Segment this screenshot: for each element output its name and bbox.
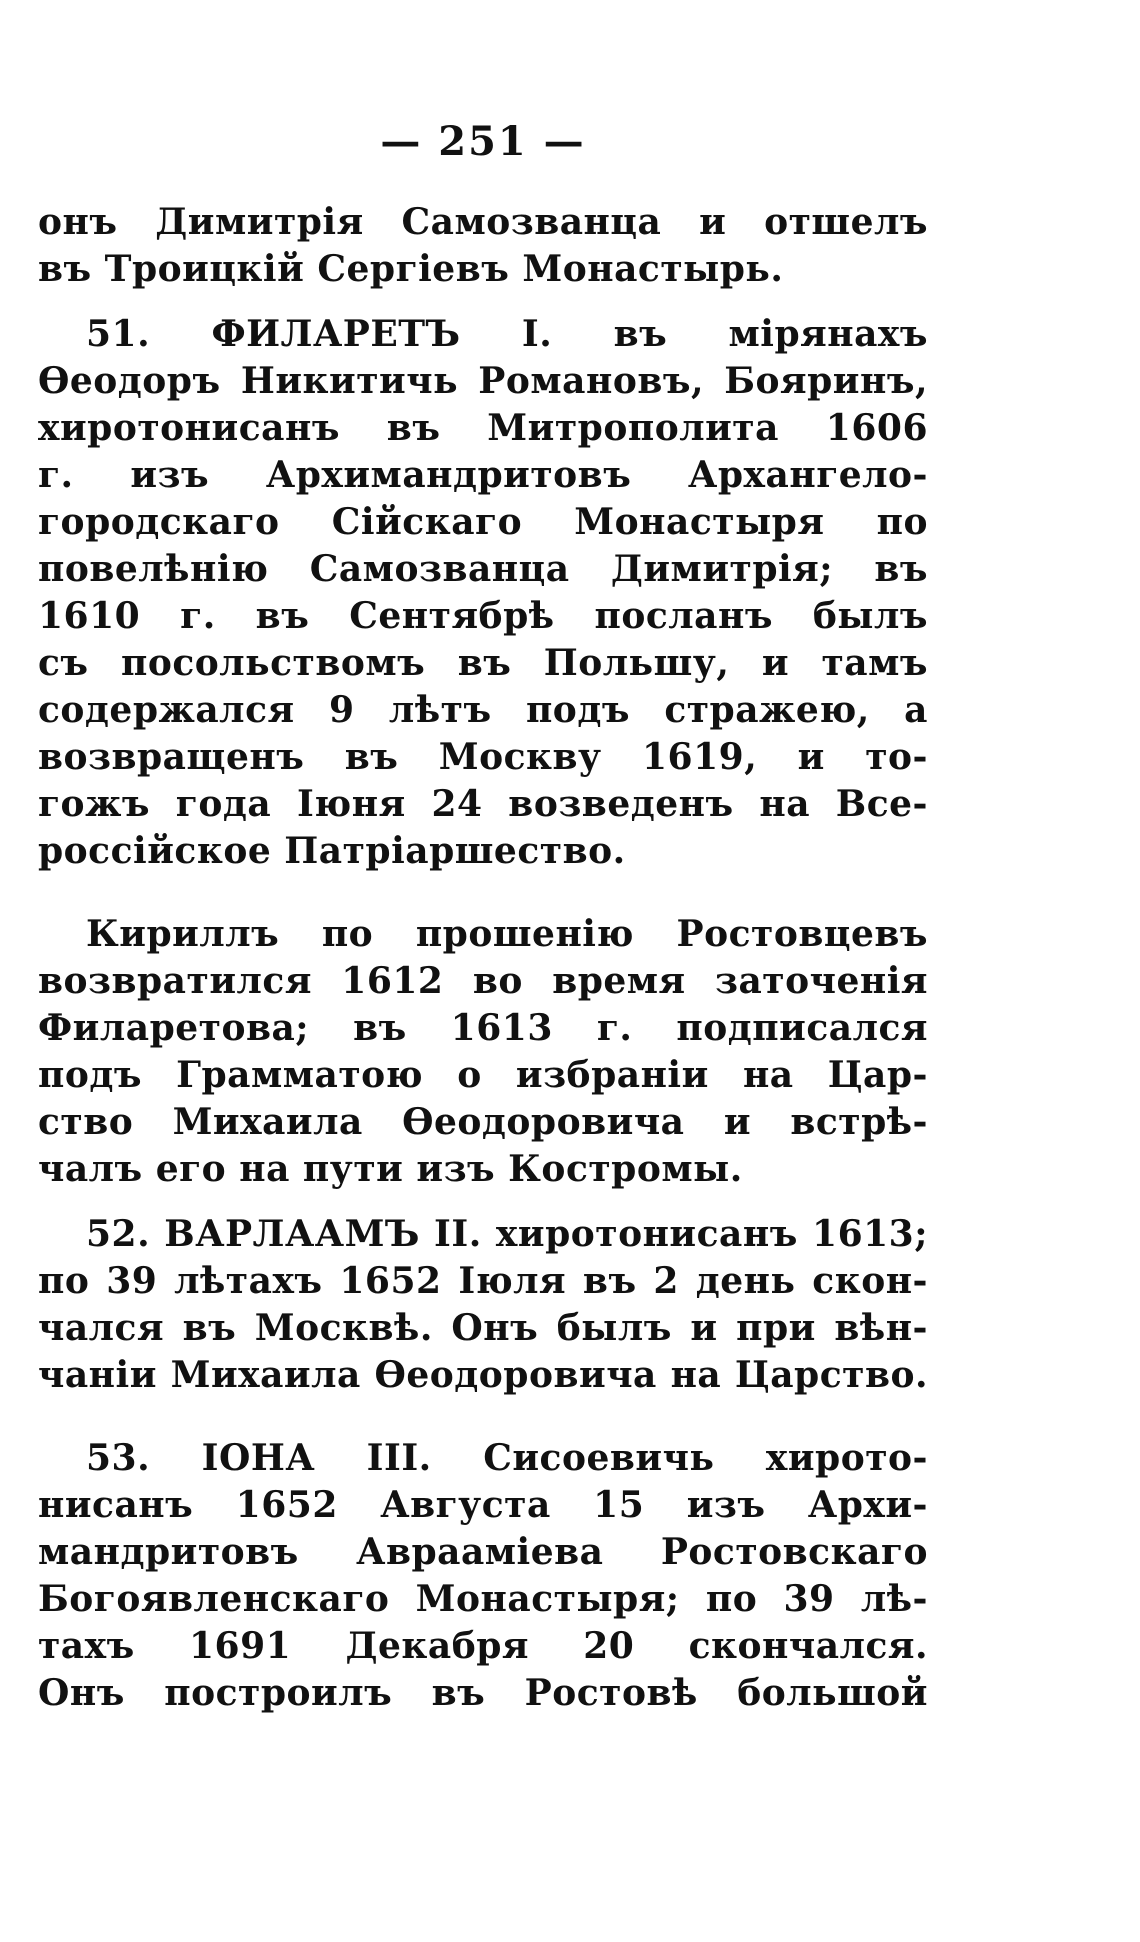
text-line: нисанъ 1652 Августа 15 изъ Архи- [38, 1484, 928, 1526]
paragraph-kirill [38, 911, 928, 1193]
text-line: съ посольствомъ въ Польшу, и тамъ [38, 642, 928, 684]
text-line: Филаретова; въ 1613 г. подписался [38, 1007, 928, 1049]
book-page [38, 118, 928, 1735]
text-line: городскаго Сійскаго Монастыря по [38, 501, 928, 543]
text-line: гожъ года Іюня 24 возведенъ на Все- [38, 783, 928, 825]
text-line: возвращенъ въ Москву 1619, и то- [38, 736, 928, 778]
text-line: чался въ Москвѣ. Онъ былъ и при вѣн- [38, 1307, 928, 1349]
text-line: мандритовъ Авраaміева Ростовскаго [38, 1531, 928, 1573]
paragraph-iona [38, 1435, 928, 1717]
text-line: подъ Грамматою о избраніи на Цар- [38, 1054, 928, 1096]
text-line: чалъ его на пути изъ Костромы. [38, 1148, 743, 1190]
text-line: Кириллъ по прошенію Ростовцевъ [86, 913, 928, 955]
text-line: въ Троицкій Сергіевъ Монастырь. [38, 248, 784, 290]
text-line: возвратился 1612 во время заточенія [38, 960, 928, 1002]
text-line: ство Михаила Өеодоровича и встрѣ- [38, 1101, 928, 1143]
text-line: Өеодоръ Никитичь Романовъ, Бояринъ, [38, 360, 928, 402]
text-line: по 39 лѣтахъ 1652 Іюля въ 2 день скон- [38, 1260, 928, 1302]
paragraph-varlaam [38, 1211, 928, 1399]
text-line: 52. ВАРЛААМЪ II. хиротонисанъ 1613; [86, 1213, 928, 1255]
text-line: содержался 9 лѣтъ подъ стражею, а [38, 689, 928, 731]
text-line: россійское Патріаршество. [38, 830, 626, 872]
text-line: онъ Димитрія Самозванца и отшелъ [38, 201, 928, 243]
text-line: г. изъ Архимандритовъ Архангело- [38, 454, 928, 496]
paragraph-filaret [38, 311, 928, 875]
paragraph-continuation [38, 199, 928, 293]
text-line: хиротонисанъ въ Митрополита 1606 [38, 407, 928, 449]
text-line: повелѣнію Самозванца Димитрія; въ [38, 548, 928, 590]
text-line: 53. ІОНА III. Сисоевичь хирото- [86, 1437, 928, 1479]
text-line: 1610 г. въ Сентябрѣ посланъ былъ [38, 595, 928, 637]
text-line: тахъ 1691 Декабря 20 скончался. [38, 1625, 928, 1667]
text-line: Онъ построилъ въ Ростовѣ большой [38, 1672, 928, 1714]
page-number: — 251 — [380, 118, 586, 165]
text-line: Богоявленскаго Монастыря; по 39 лѣ- [38, 1578, 928, 1620]
text-line: 51. ФИЛАРЕТЪ I. въ мірянахъ [86, 313, 928, 355]
text-line: чаніи Михаила Өеодоровича на Царство. [38, 1354, 928, 1396]
